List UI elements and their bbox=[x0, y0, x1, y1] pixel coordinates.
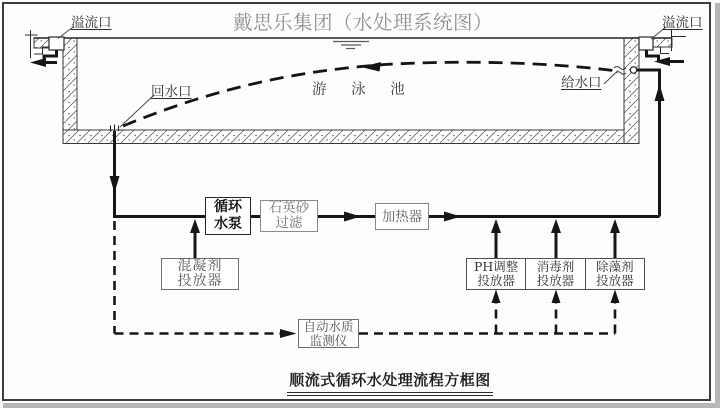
circulation-pump-box bbox=[205, 197, 251, 235]
filter-label-line1: 石英砂 bbox=[268, 200, 310, 216]
pump-label-line2: 水泵 bbox=[214, 216, 242, 232]
overflow-notch-right bbox=[639, 37, 653, 50]
disinfectant-dispenser-box bbox=[525, 259, 584, 289]
signal-arrow-ph bbox=[492, 290, 501, 304]
signal-arrow-monitor bbox=[280, 329, 297, 338]
dose-arrow-algaecide bbox=[610, 219, 620, 233]
disinfectant-label-line1: 消毒剂 bbox=[536, 259, 575, 274]
heater-box bbox=[375, 203, 429, 230]
overflow-notch-left bbox=[49, 37, 64, 50]
coagulant-label-line2: 投放器 bbox=[177, 273, 223, 289]
dose-arrow-ph bbox=[491, 219, 501, 233]
algaecide-label-line2: 投放器 bbox=[596, 273, 634, 288]
signal-arrow-algaecide bbox=[611, 290, 620, 304]
coagulant-label-line1: 混凝剂 bbox=[177, 257, 223, 274]
coagulant-dispenser-box bbox=[161, 258, 239, 290]
overflow-right-label: 溢流口 bbox=[662, 15, 703, 31]
dose-arrow-coagulant bbox=[190, 219, 200, 233]
sand-filter-box bbox=[260, 200, 318, 232]
ph-label-line2: 投放器 bbox=[477, 273, 515, 288]
diagram-caption: 顺流式循环水处理流程方框图 bbox=[287, 369, 493, 396]
ph-label-line1: PH调整 bbox=[474, 259, 519, 274]
flow-arrow-up-supply bbox=[655, 84, 665, 101]
supply-nozzle bbox=[630, 67, 636, 73]
heater-label: 加热器 bbox=[381, 208, 423, 225]
page-title: 戴思乐集团（水处理系统图） bbox=[233, 11, 494, 34]
flow-arrow-right-heater bbox=[444, 212, 461, 222]
flow-arrow-left-curve bbox=[361, 62, 381, 72]
water-level-icon bbox=[333, 42, 369, 49]
supply-port-label: 给水口 bbox=[561, 75, 602, 91]
signal-arrow-disinfectant bbox=[552, 290, 561, 304]
drain-arrow-right bbox=[654, 57, 670, 66]
algaecide-dispenser-box bbox=[585, 259, 644, 289]
return-port-label: 回水口 bbox=[151, 84, 192, 100]
filter-label-line2: 过滤 bbox=[275, 215, 303, 231]
chemical-dispenser-row bbox=[466, 258, 645, 290]
pump-label-line1: 循环 bbox=[214, 199, 242, 215]
flow-arrowheads bbox=[110, 176, 621, 233]
monitor-label-line1: 自动水质 bbox=[303, 319, 354, 334]
monitor-label-line2: 监测仪 bbox=[309, 332, 348, 348]
dose-arrow-disinfectant bbox=[551, 219, 561, 233]
drain-arrow-left bbox=[30, 58, 46, 67]
algaecide-label-line1: 除藻剂 bbox=[596, 259, 634, 274]
overflow-left-label: 溢流口 bbox=[71, 15, 112, 31]
flow-arrow-right-filter bbox=[344, 212, 361, 222]
disinfectant-label-line2: 投放器 bbox=[536, 273, 575, 288]
pool-label: 游 泳 池 bbox=[312, 82, 415, 98]
water-quality-monitor-box bbox=[298, 319, 359, 348]
flow-arrow-down-return bbox=[110, 176, 120, 193]
ph-dispenser-box bbox=[467, 259, 525, 289]
main-piping bbox=[113, 131, 660, 258]
